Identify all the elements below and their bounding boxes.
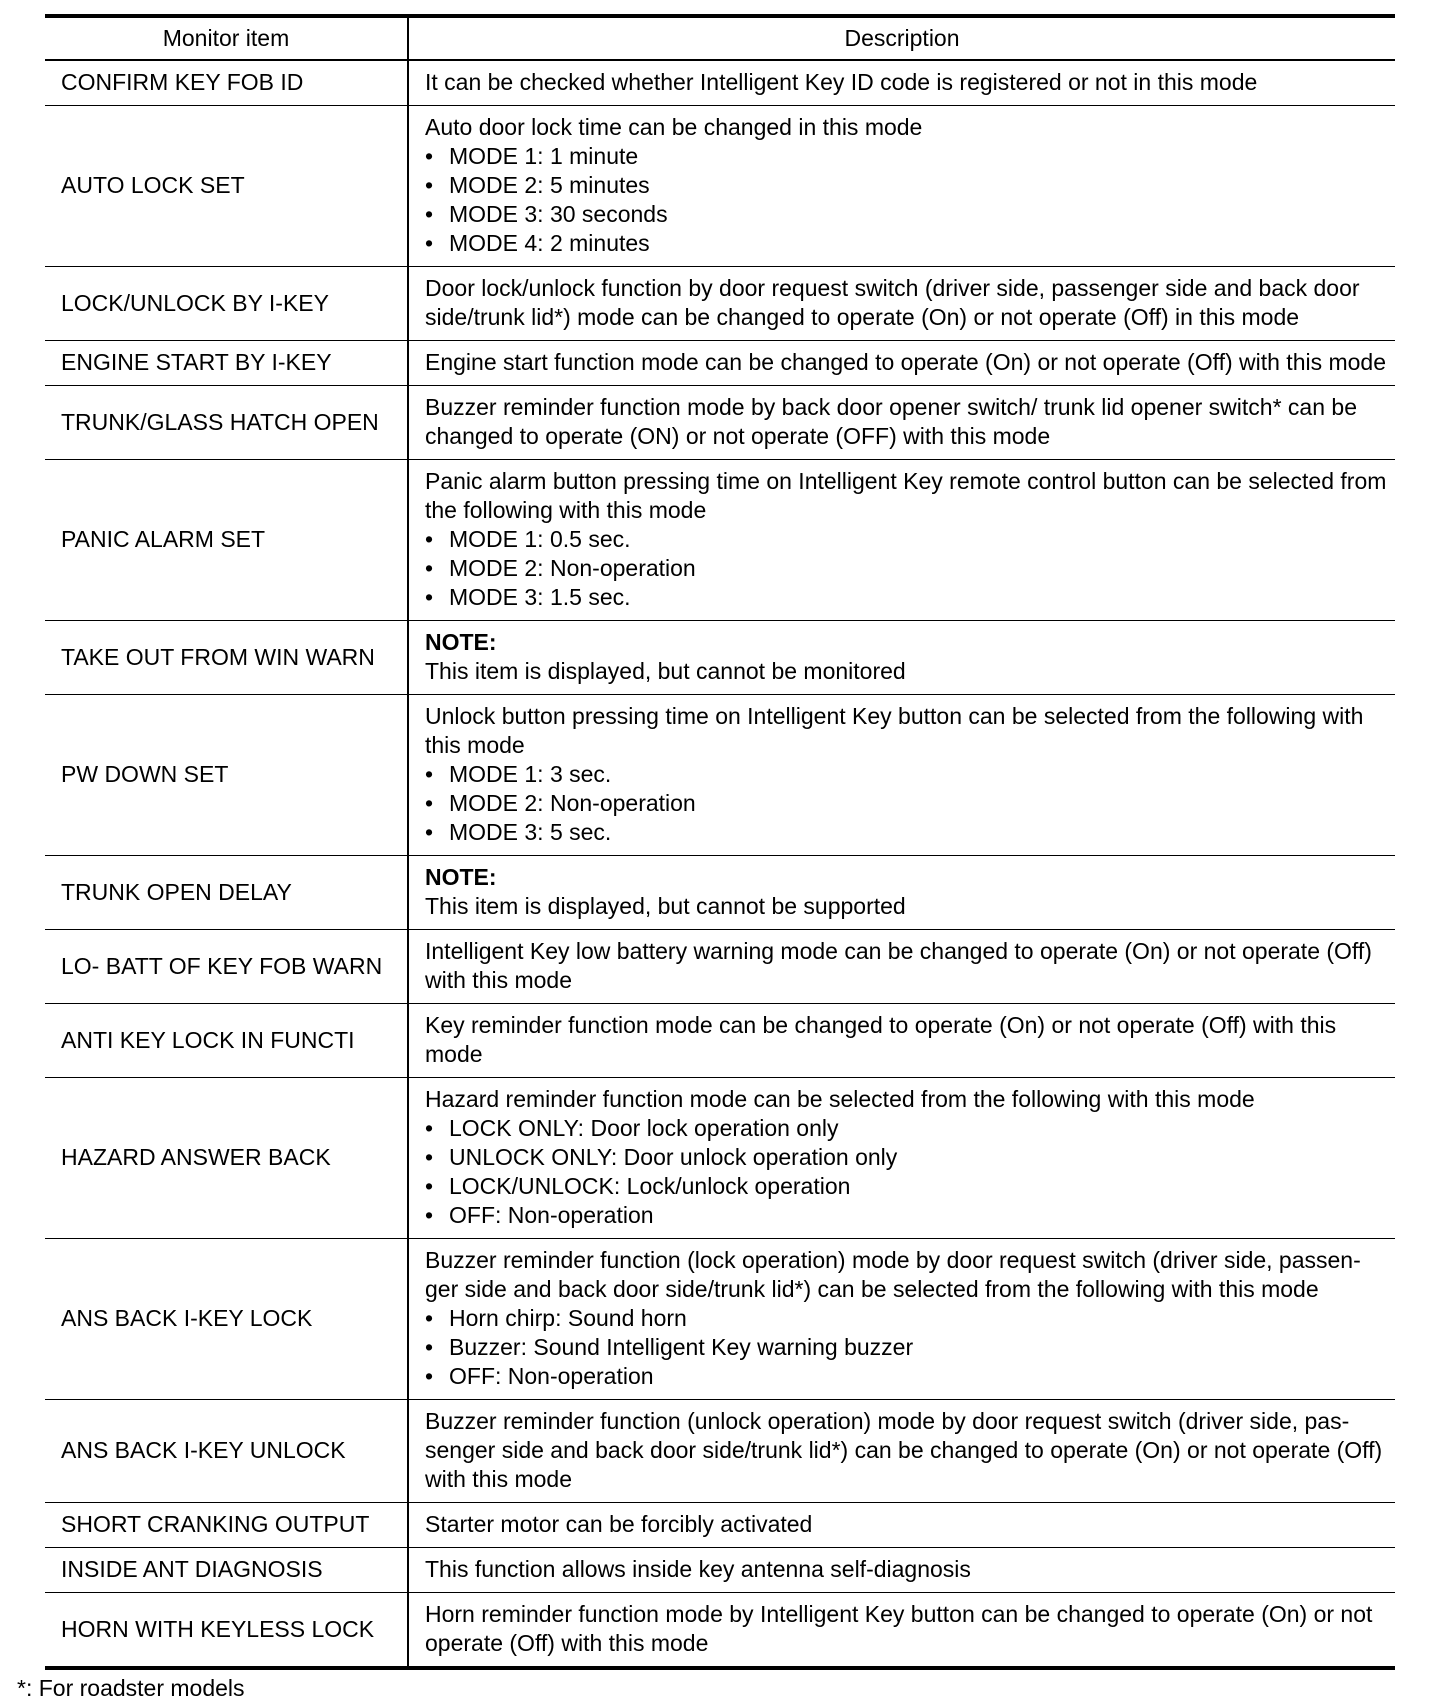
description-cell bbox=[408, 106, 1395, 267]
description-text: Buzzer reminder function (unlock operation) mode by door request switch (driver side, pas-senger side and back door side/trunk lid*) can be changed to operate (On) or not operate (Off) with this mode bbox=[425, 1408, 1383, 1492]
document bbox=[17, 0, 1395, 1703]
list-item: • OFF: Non-operation bbox=[425, 1201, 1389, 1230]
table-header-row bbox=[45, 16, 1395, 60]
table-row bbox=[45, 1078, 1395, 1239]
description-text: Auto door lock time can be changed in this mode bbox=[425, 114, 923, 140]
description-text: Hazard reminder function mode can be selected from the following with this mode bbox=[425, 1086, 1255, 1112]
monitor-item-cell: TAKE OUT FROM WIN WARN bbox=[45, 621, 408, 695]
monitor-item-cell: TRUNK/GLASS HATCH OPEN bbox=[45, 386, 408, 460]
list-item: • UNLOCK ONLY: Door unlock operation only bbox=[425, 1143, 1389, 1172]
description-cell bbox=[408, 386, 1395, 460]
bullet-list bbox=[425, 1304, 1389, 1391]
list-item: • LOCK/UNLOCK: Lock/unlock operation bbox=[425, 1172, 1389, 1201]
list-item: • OFF: Non-operation bbox=[425, 1362, 1389, 1391]
description-text: Key reminder function mode can be changed to operate (On) or not operate (Off) with this mode bbox=[425, 1012, 1337, 1067]
list-item: • MODE 3: 5 sec. bbox=[425, 818, 1389, 847]
monitor-item-cell: SHORT CRANKING OUTPUT bbox=[45, 1503, 408, 1548]
description-text: This item is displayed, but cannot be supported bbox=[425, 893, 906, 919]
table-row bbox=[45, 856, 1395, 930]
table-row bbox=[45, 1239, 1395, 1400]
list-item: • MODE 1: 1 minute bbox=[425, 142, 1389, 171]
description-cell bbox=[408, 60, 1395, 106]
list-item: • MODE 1: 3 sec. bbox=[425, 760, 1389, 789]
monitor-item-cell: PANIC ALARM SET bbox=[45, 460, 408, 621]
monitor-item-cell: HAZARD ANSWER BACK bbox=[45, 1078, 408, 1239]
monitor-item-cell: LOCK/UNLOCK BY I-KEY bbox=[45, 267, 408, 341]
description-text: Buzzer reminder function (lock operation) mode by door request switch (driver side, passen-ger side and back door side/trunk lid*) can be selected from the following with this mode bbox=[425, 1247, 1361, 1302]
note-label: NOTE: bbox=[425, 629, 497, 655]
list-item: • MODE 4: 2 minutes bbox=[425, 229, 1389, 258]
bullet-list bbox=[425, 1114, 1389, 1230]
description-cell bbox=[408, 1503, 1395, 1548]
monitor-item-cell: AUTO LOCK SET bbox=[45, 106, 408, 267]
monitor-item-cell: LO- BATT OF KEY FOB WARN bbox=[45, 930, 408, 1004]
description-cell bbox=[408, 1004, 1395, 1078]
table-row bbox=[45, 106, 1395, 267]
description-text: This item is displayed, but cannot be monitored bbox=[425, 658, 906, 684]
table-row bbox=[45, 1548, 1395, 1593]
description-cell bbox=[408, 267, 1395, 341]
description-text: Engine start function mode can be changed to operate (On) or not operate (Off) with this mode bbox=[425, 349, 1387, 375]
table-row bbox=[45, 1593, 1395, 1669]
list-item: • MODE 2: 5 minutes bbox=[425, 171, 1389, 200]
table-row bbox=[45, 1503, 1395, 1548]
footnote: *: For roadster models bbox=[17, 1675, 245, 1701]
list-item: • Buzzer: Sound Intelligent Key warning buzzer bbox=[425, 1333, 1389, 1362]
description-cell bbox=[408, 1548, 1395, 1593]
description-text: Buzzer reminder function mode by back door opener switch/ trunk lid opener switch* can be changed to operate (ON) or not operate (OFF) with this mode bbox=[425, 394, 1357, 449]
description-text: It can be checked whether Intelligent Key ID code is registered or not in this mode bbox=[425, 69, 1258, 95]
description-cell bbox=[408, 1239, 1395, 1400]
description-text: Horn reminder function mode by Intelligent Key button can be changed to operate (On) or not operate (Off) with this mode bbox=[425, 1601, 1373, 1656]
monitor-item-table bbox=[45, 14, 1395, 1670]
list-item: • Horn chirp: Sound horn bbox=[425, 1304, 1389, 1333]
description-cell bbox=[408, 695, 1395, 856]
table-body bbox=[45, 60, 1395, 1668]
bullet-list bbox=[425, 525, 1389, 612]
list-item: • LOCK ONLY: Door lock operation only bbox=[425, 1114, 1389, 1143]
description-cell bbox=[408, 930, 1395, 1004]
monitor-item-cell: ENGINE START BY I-KEY bbox=[45, 341, 408, 386]
description-cell bbox=[408, 341, 1395, 386]
list-item: • MODE 3: 30 seconds bbox=[425, 200, 1389, 229]
description-text: Starter motor can be forcibly activated bbox=[425, 1511, 813, 1537]
monitor-item-cell: HORN WITH KEYLESS LOCK bbox=[45, 1593, 408, 1669]
monitor-item-cell: ANS BACK I-KEY LOCK bbox=[45, 1239, 408, 1400]
table-row bbox=[45, 460, 1395, 621]
monitor-item-cell: PW DOWN SET bbox=[45, 695, 408, 856]
note-label: NOTE: bbox=[425, 864, 497, 890]
header-description: Description bbox=[408, 16, 1395, 60]
table-row bbox=[45, 386, 1395, 460]
table-row bbox=[45, 1400, 1395, 1503]
monitor-item-cell: CONFIRM KEY FOB ID bbox=[45, 60, 408, 106]
table-row bbox=[45, 60, 1395, 106]
description-text: Door lock/unlock function by door request switch (driver side, passenger side and back door side/trunk lid*) mode can be changed to operate (On) or not operate (Off) in this mode bbox=[425, 275, 1360, 330]
list-item: • MODE 2: Non-operation bbox=[425, 789, 1389, 818]
description-cell bbox=[408, 460, 1395, 621]
description-text: Unlock button pressing time on Intelligent Key button can be selected from the following with this mode bbox=[425, 703, 1364, 758]
table-row bbox=[45, 930, 1395, 1004]
monitor-item-cell: TRUNK OPEN DELAY bbox=[45, 856, 408, 930]
header-monitor-item: Monitor item bbox=[45, 16, 408, 60]
table-row bbox=[45, 341, 1395, 386]
description-text: Panic alarm button pressing time on Intelligent Key remote control button can be selected from the following with this mode bbox=[425, 468, 1387, 523]
description-cell bbox=[408, 1400, 1395, 1503]
description-cell bbox=[408, 856, 1395, 930]
table-row bbox=[45, 267, 1395, 341]
list-item: • MODE 2: Non-operation bbox=[425, 554, 1389, 583]
monitor-item-cell: ANS BACK I-KEY UNLOCK bbox=[45, 1400, 408, 1503]
bullet-list bbox=[425, 142, 1389, 258]
list-item: • MODE 1: 0.5 sec. bbox=[425, 525, 1389, 554]
description-text: This function allows inside key antenna self-diagnosis bbox=[425, 1556, 971, 1582]
list-item: • MODE 3: 1.5 sec. bbox=[425, 583, 1389, 612]
bullet-list bbox=[425, 760, 1389, 847]
description-cell bbox=[408, 1593, 1395, 1669]
table-row bbox=[45, 695, 1395, 856]
monitor-item-cell: ANTI KEY LOCK IN FUNCTI bbox=[45, 1004, 408, 1078]
table-row bbox=[45, 1004, 1395, 1078]
monitor-item-cell: INSIDE ANT DIAGNOSIS bbox=[45, 1548, 408, 1593]
description-text: Intelligent Key low battery warning mode can be changed to operate (On) or not operate (Off) with this mode bbox=[425, 938, 1372, 993]
description-cell bbox=[408, 621, 1395, 695]
description-cell bbox=[408, 1078, 1395, 1239]
table-row bbox=[45, 621, 1395, 695]
